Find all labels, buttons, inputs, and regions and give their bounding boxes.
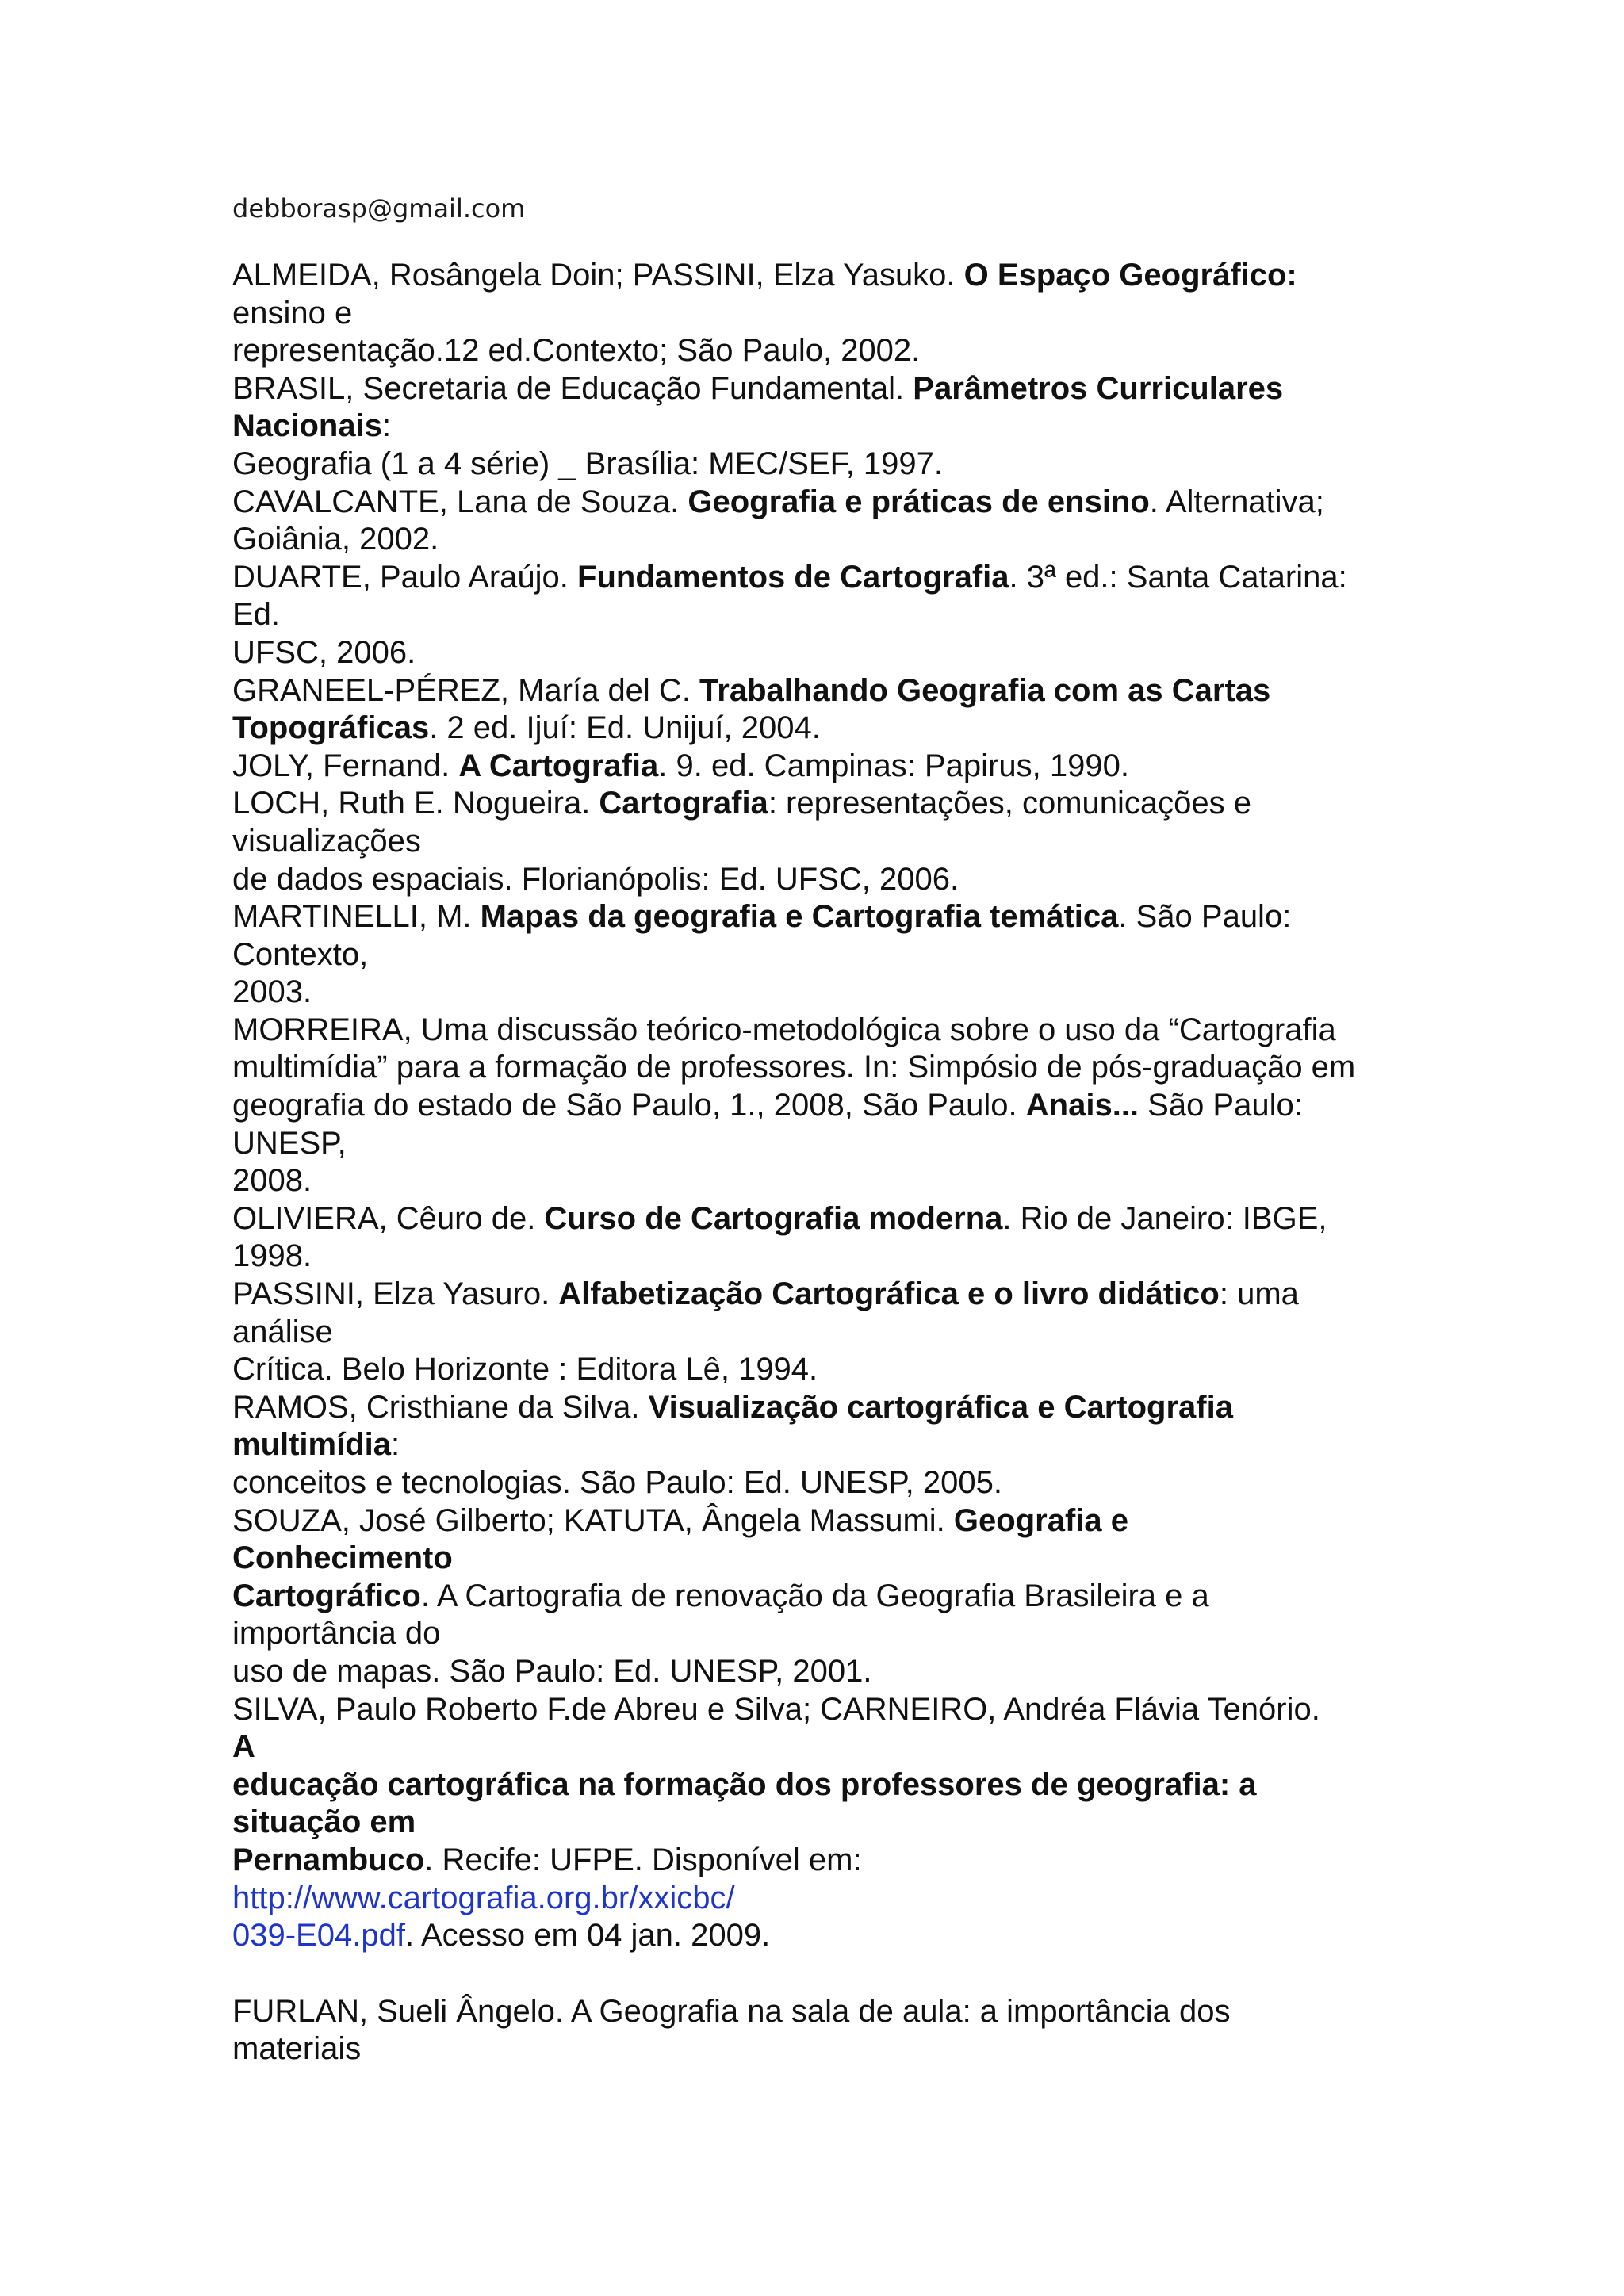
reference-line bbox=[232, 1276, 1406, 1314]
reference-line bbox=[232, 1615, 1406, 1653]
reference-text: ALMEIDA, Rosângela Doin; PASSINI, Elza Yasuko. bbox=[232, 258, 964, 293]
reference-title-bold: Anais... bbox=[1025, 1088, 1139, 1123]
reference-title-bold: O Espaço Geográfico: bbox=[963, 258, 1297, 293]
reference-text: Crítica. Belo Horizonte : Editora Lê, 1994. bbox=[232, 1352, 818, 1387]
reference-text: 1998. bbox=[232, 1238, 312, 1274]
reference-line bbox=[232, 672, 1406, 710]
reference-title-bold: Mapas da geografia e Cartografia temática bbox=[480, 899, 1119, 935]
reference-title-bold: Curso de Cartografia moderna bbox=[544, 1200, 1003, 1236]
reference-line bbox=[232, 446, 1406, 484]
reference-line bbox=[232, 1464, 1406, 1502]
reference-text: representação.12 ed.Contexto; São Paulo, 2002. bbox=[232, 333, 921, 369]
reference-text: PASSINI, Elza Yasuro. bbox=[232, 1276, 559, 1312]
reference-line bbox=[232, 1578, 1406, 1616]
reference-text: SOUZA, José Gilberto; KATUTA, Ângela Massumi. bbox=[232, 1502, 954, 1538]
reference-title-bold: Alfabetização Cartográfica e o livro didático bbox=[558, 1276, 1220, 1312]
reference-line bbox=[232, 257, 1406, 295]
reference-line bbox=[232, 936, 1406, 974]
reference-line bbox=[232, 1389, 1406, 1427]
paragraph-gap bbox=[232, 1955, 1406, 1993]
reference-line bbox=[232, 898, 1406, 936]
reference-text: 2003. bbox=[232, 974, 312, 1010]
reference-text: conceitos e tecnologias. São Paulo: Ed. UNESP, 2005. bbox=[232, 1465, 1002, 1500]
reference-line bbox=[232, 1162, 1406, 1200]
reference-line bbox=[232, 2030, 1406, 2068]
reference-line bbox=[232, 1766, 1406, 1804]
reference-title-bold: Pernambuco bbox=[232, 1842, 425, 1877]
reference-line bbox=[232, 823, 1406, 861]
reference-text: Goiânia, 2002. bbox=[232, 522, 439, 557]
reference-title-bold: Visualização cartográfica e Cartografia bbox=[648, 1389, 1233, 1425]
reference-text: JOLY, Fernand. bbox=[232, 748, 459, 783]
reference-text: de dados espaciais. Florianópolis: Ed. UFSC, 2006. bbox=[232, 861, 959, 897]
reference-title-bold: A bbox=[232, 1729, 255, 1765]
reference-title-bold: Conhecimento bbox=[232, 1540, 453, 1576]
reference-line bbox=[232, 596, 1406, 634]
reference-line bbox=[232, 1540, 1406, 1578]
reference-link[interactable]: 039-E04.pdf bbox=[232, 1918, 405, 1954]
reference-line bbox=[232, 1200, 1406, 1238]
reference-line bbox=[232, 370, 1406, 408]
reference-text: OLIVIERA, Cêuro de. bbox=[232, 1200, 545, 1236]
reference-line bbox=[232, 1728, 1406, 1766]
reference-link[interactable]: http://www.cartografia.org.br/xxicbc/ bbox=[232, 1880, 735, 1915]
reference-text: . São Paulo: bbox=[1118, 899, 1292, 935]
reference-title-bold: Fundamentos de Cartografia bbox=[577, 559, 1009, 595]
reference-text: MARTINELLI, M. bbox=[232, 899, 481, 935]
reference-title-bold: Geografia e bbox=[953, 1502, 1128, 1538]
reference-text: uso de mapas. São Paulo: Ed. UNESP, 2001. bbox=[232, 1653, 872, 1689]
reference-title-bold: multimídia bbox=[232, 1427, 392, 1463]
author-email: debborasp@gmail.com bbox=[232, 193, 526, 224]
reference-entry bbox=[232, 559, 1406, 672]
reference-entry bbox=[232, 1993, 1406, 2068]
reference-title-bold: Geografia e práticas de ensino bbox=[688, 484, 1150, 519]
reference-text: . Acesso em 04 jan. 2009. bbox=[404, 1918, 771, 1954]
reference-text: . Alternativa; bbox=[1149, 484, 1324, 519]
reference-text: multimídia” para a formação de professores. In: Simpósio de pós-graduação em bbox=[232, 1050, 1356, 1085]
reference-text: UFSC, 2006. bbox=[232, 634, 416, 670]
reference-text: UNESP, bbox=[232, 1125, 347, 1161]
reference-entry bbox=[232, 1012, 1406, 1200]
reference-entry bbox=[232, 898, 1406, 1012]
reference-line bbox=[232, 559, 1406, 597]
reference-line bbox=[232, 1917, 1406, 1955]
reference-line bbox=[232, 1880, 1406, 1918]
reference-text: Ed. bbox=[232, 597, 281, 633]
reference-line bbox=[232, 484, 1406, 522]
reference-text: . 9. ed. Campinas: Papirus, 1990. bbox=[658, 748, 1129, 783]
reference-text: GRANEEL-PÉREZ, María del C. bbox=[232, 672, 700, 708]
reference-text: RAMOS, Cristhiane da Silva. bbox=[232, 1389, 649, 1425]
reference-text: SILVA, Paulo Roberto F.de Abreu e Silva; CARNEIRO, Andréa Flávia Tenório. bbox=[232, 1691, 1320, 1727]
reference-line bbox=[232, 1351, 1406, 1389]
document-page bbox=[232, 190, 1406, 2068]
reference-title-bold: Nacionais bbox=[232, 408, 382, 444]
reference-text: : uma bbox=[1219, 1276, 1299, 1312]
reference-title-bold: educação cartográfica na formação dos professores de geografia: a bbox=[232, 1766, 1257, 1802]
reference-text: geografia do estado de São Paulo, 1., 2008, São Paulo. bbox=[232, 1088, 1026, 1123]
reference-line bbox=[232, 1842, 1406, 1880]
reference-text: : representações, comunicações e bbox=[768, 786, 1252, 821]
reference-text: materiais bbox=[232, 2031, 362, 2067]
reference-line bbox=[232, 1012, 1406, 1050]
trailing-reference bbox=[232, 1993, 1406, 2068]
reference-line bbox=[232, 1238, 1406, 1276]
reference-title-bold: Cartográfico bbox=[232, 1578, 421, 1613]
reference-text: MORREIRA, Uma discussão teórico-metodológica sobre o uso da “Cartografia bbox=[232, 1012, 1336, 1047]
reference-text: LOCH, Ruth E. Nogueira. bbox=[232, 786, 599, 821]
reference-line bbox=[232, 1691, 1406, 1729]
reference-entry bbox=[232, 1276, 1406, 1389]
reference-text: importância do bbox=[232, 1616, 441, 1651]
reference-line bbox=[232, 1049, 1406, 1087]
reference-text: . Recife: UFPE. Disponível em: bbox=[424, 1842, 862, 1877]
reference-text: . A Cartografia de renovação da Geografia Brasileira e a bbox=[420, 1578, 1209, 1613]
reference-line bbox=[232, 1314, 1406, 1352]
reference-line bbox=[232, 974, 1406, 1012]
reference-entry bbox=[232, 484, 1406, 559]
reference-title-bold: Parâmetros Curriculares bbox=[913, 370, 1284, 406]
reference-text: Contexto, bbox=[232, 936, 369, 972]
reference-text: : bbox=[391, 1427, 400, 1463]
reference-text: FURLAN, Sueli Ângelo. A Geografia na sala de aula: a importância dos bbox=[232, 1993, 1231, 2029]
reference-entry bbox=[232, 785, 1406, 898]
reference-entry bbox=[232, 1691, 1406, 1955]
reference-title-bold: situação em bbox=[232, 1804, 416, 1840]
reference-line bbox=[232, 521, 1406, 559]
reference-text: : bbox=[381, 408, 392, 444]
reference-text: CAVALCANTE, Lana de Souza. bbox=[232, 484, 688, 519]
reference-line bbox=[232, 408, 1406, 446]
reference-text: visualizações bbox=[232, 823, 421, 859]
reference-entry bbox=[232, 672, 1406, 748]
reference-line bbox=[232, 332, 1406, 370]
reference-line bbox=[232, 1993, 1406, 2031]
reference-text: . Rio de Janeiro: IBGE, bbox=[1002, 1200, 1327, 1236]
reference-line bbox=[232, 710, 1406, 748]
reference-title-bold: Cartografia bbox=[599, 786, 768, 821]
reference-line bbox=[232, 1087, 1406, 1125]
reference-text: DUARTE, Paulo Araújo. bbox=[232, 559, 578, 595]
reference-list bbox=[232, 257, 1406, 1955]
reference-line bbox=[232, 1804, 1406, 1842]
reference-line bbox=[232, 295, 1406, 333]
reference-line bbox=[232, 1426, 1406, 1464]
reference-entry bbox=[232, 1502, 1406, 1691]
reference-title-bold: A Cartografia bbox=[458, 748, 659, 783]
reference-line bbox=[232, 861, 1406, 899]
reference-entry bbox=[232, 370, 1406, 484]
reference-entry bbox=[232, 748, 1406, 786]
reference-line bbox=[232, 634, 1406, 672]
reference-line bbox=[232, 748, 1406, 786]
reference-title-bold: Topográficas bbox=[232, 710, 430, 746]
reference-text: São Paulo: bbox=[1139, 1088, 1303, 1123]
reference-text: ensino e bbox=[232, 295, 353, 331]
reference-text: análise bbox=[232, 1314, 333, 1349]
reference-line bbox=[232, 1125, 1406, 1163]
reference-line bbox=[232, 785, 1406, 823]
reference-text: . 2 ed. Ijuí: Ed. Unijuí, 2004. bbox=[429, 710, 821, 746]
reference-entry bbox=[232, 257, 1406, 370]
reference-title-bold: Trabalhando Geografia com as Cartas bbox=[699, 672, 1271, 708]
reference-entry bbox=[232, 1389, 1406, 1502]
reference-line bbox=[232, 1653, 1406, 1691]
reference-text: 2008. bbox=[232, 1163, 312, 1199]
reference-text: . 3ª ed.: Santa Catarina: bbox=[1009, 559, 1347, 595]
reference-text: BRASIL, Secretaria de Educação Fundamental. bbox=[232, 370, 914, 406]
reference-line bbox=[232, 1502, 1406, 1540]
reference-entry bbox=[232, 1200, 1406, 1276]
reference-text: Geografia (1 a 4 série) _ Brasília: MEC/SEF, 1997. bbox=[232, 446, 943, 481]
